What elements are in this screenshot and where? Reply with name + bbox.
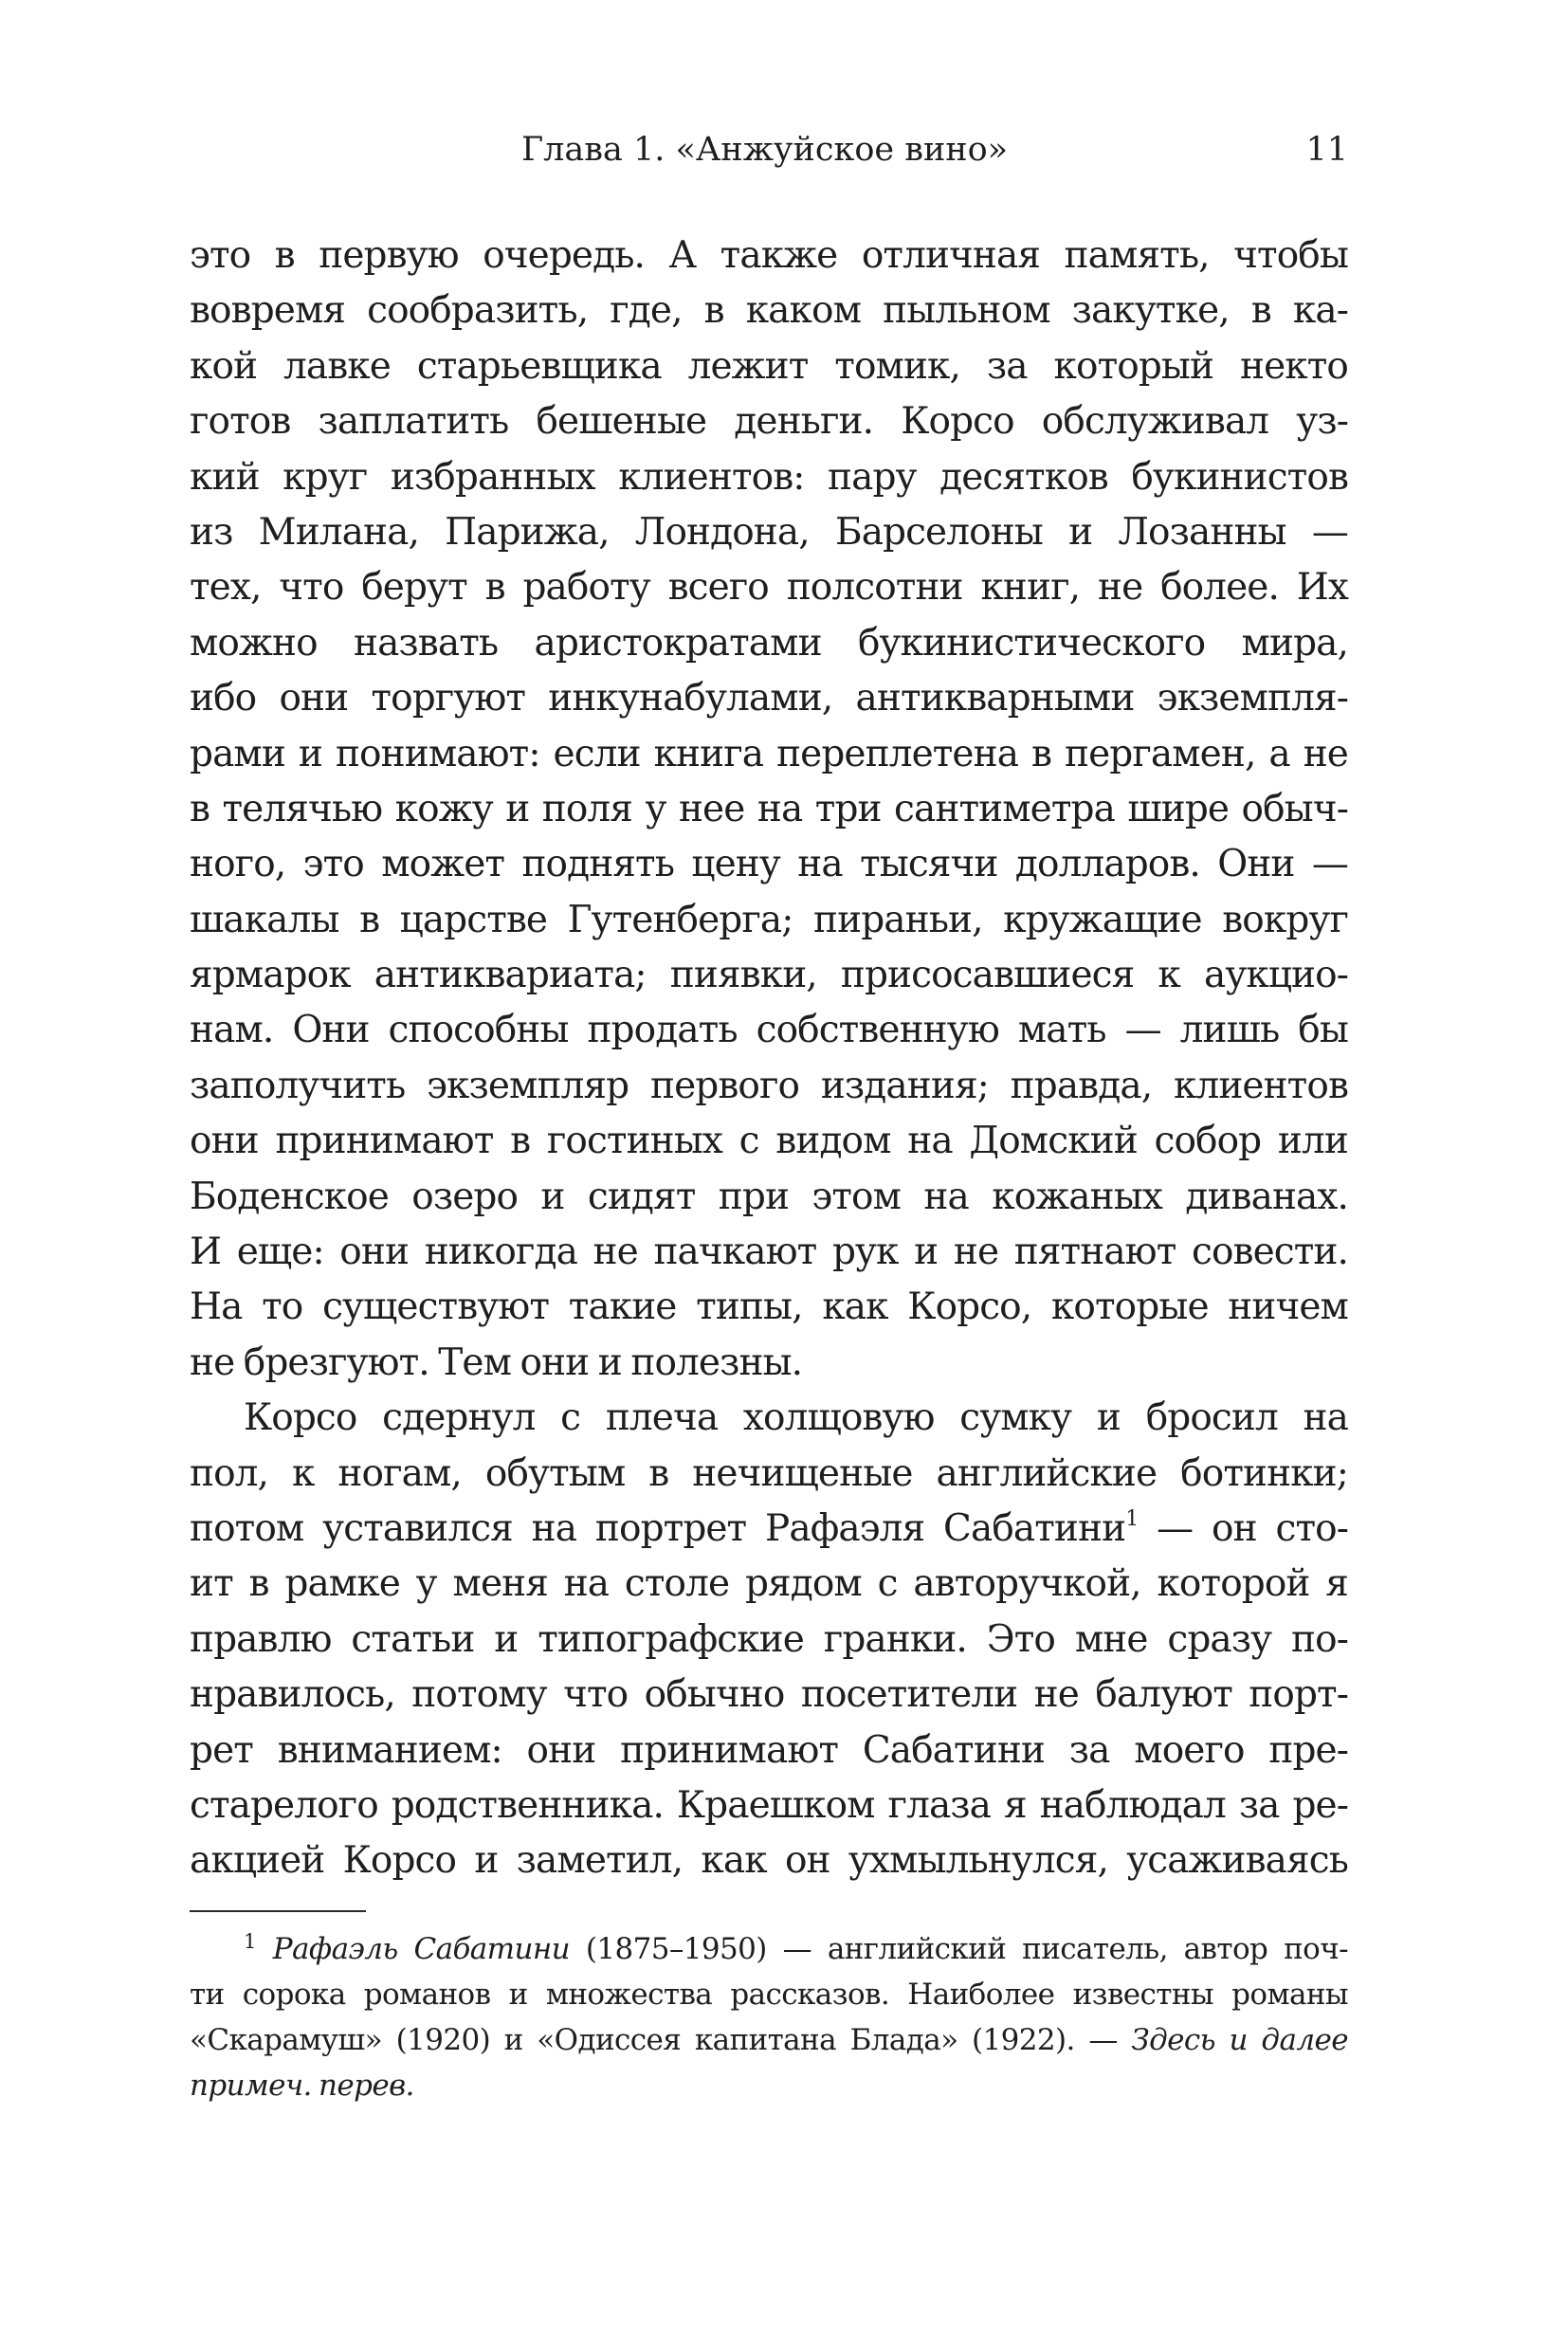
text-line: Боденское озеро и сидят при этом на кожаных диванах. — [190, 1175, 1348, 1218]
text-line: тех, что берут в работу всего полсотни книг, не более. Их — [190, 566, 1348, 610]
text-line: старелого родственника. Краешком глаза я наблюдал за ре- — [190, 1783, 1348, 1827]
text-line: в телячью кожу и поля у нее на три сантиметра шире обыч- — [190, 787, 1348, 830]
page-number: 11 — [1305, 131, 1348, 169]
text-line: кой лавке старьевщика лежит томик, за который некто — [190, 344, 1348, 388]
text-line: рами и понимают: если книга переплетена в пергамен, а не — [190, 732, 1348, 775]
text-segment: — он сто- — [1138, 1506, 1348, 1550]
text-line: вовремя сообразить, где, в каком пыльном закутке, в ка- — [190, 289, 1348, 333]
running-header — [190, 121, 1348, 178]
footnote-note: Здесь и далее — [1131, 2023, 1348, 2057]
text-line: они принимают в гостиных с видом на Домский собор или — [190, 1120, 1348, 1163]
main-text — [190, 228, 1348, 1889]
text-line: заполучить экземпляр первого издания; правда, клиентов — [190, 1064, 1348, 1107]
chapter-title: Глава 1. «Анжуйское вино» — [521, 131, 1009, 169]
footnote-note: примеч. перев. — [190, 2069, 414, 2103]
text-line-with-footnote-ref — [190, 1502, 1348, 1557]
footnote — [190, 1926, 1348, 2108]
text-line: ит в рамке у меня на столе рядом с авторучкой, которой я — [190, 1562, 1348, 1606]
text-line: рет вниманием: они принимают Сабатини за моего пре- — [190, 1728, 1348, 1772]
text-line: это в первую очередь. А также отличная память, чтобы — [190, 234, 1348, 277]
text-line: готов заплатить бешеные деньги. Корсо обслуживал уз- — [190, 400, 1348, 444]
text-segment: потом уставился на портрет Рафаэля Сабатини — [190, 1506, 1126, 1550]
footnote-divider — [190, 1910, 366, 1912]
text-line: ного, это может поднять цену на тысячи долларов. Они — — [190, 843, 1348, 886]
footnote-line — [190, 2063, 1348, 2108]
text-line: ибо они торгуют инкунабулами, антикварными экземпля- — [190, 677, 1348, 720]
text-line: не брезгуют. Тем они и полезны. — [190, 1340, 803, 1384]
footnote-text: (1875–1950) — английский писатель, автор поч- — [570, 1932, 1349, 1966]
footnote-marker: 1 — [244, 1930, 256, 1953]
paragraph-first-line: Корсо сдернул с плеча холщовую сумку и бросил на — [244, 1396, 1348, 1440]
footnote-reference[interactable]: 1 — [1125, 1506, 1139, 1531]
text-line: из Милана, Парижа, Лондона, Барселоны и Лозанны — — [190, 510, 1348, 554]
footnote-author: Рафаэль Сабатини — [272, 1932, 571, 1966]
text-line: акцией Корсо и заметил, как он ухмыльнулся, усаживаясь — [190, 1839, 1348, 1883]
text-line: нам. Они способны продать собственную мать — лишь бы — [190, 1009, 1348, 1052]
text-line: И еще: они никогда не пачкают рук и не пятнают совести. — [190, 1231, 1348, 1274]
footnote-line: ти сорока романов и множества рассказов. Наиболее известны романы — [190, 1978, 1348, 2012]
text-line: ярмарок антиквариата; пиявки, присосавшиеся к аукцио- — [190, 954, 1348, 997]
text-line: пол, к ногам, обутым в нечищеные английские ботинки; — [190, 1451, 1348, 1495]
text-line: нравилось, потому что обычно посетители не балуют порт- — [190, 1673, 1348, 1717]
text-line: кий круг избранных клиентов: пару десятков букинистов — [190, 455, 1348, 499]
footnote-line — [190, 2017, 1348, 2063]
text-line: На то существуют такие типы, как Корсо, которые ничем — [190, 1285, 1348, 1329]
footnote-line — [190, 1926, 1348, 1972]
text-line: правлю статьи и типографские гранки. Это мне сразу по- — [190, 1617, 1348, 1661]
text-line: можно назвать аристократами букинистического мира, — [190, 621, 1348, 665]
footnote-text: «Скарамуш» (1920) и «Одиссея капитана Блада» (1922). — — [190, 2023, 1132, 2057]
text-line: шакалы в царстве Гутенберга; пираньи, кружащие вокруг — [190, 898, 1348, 941]
